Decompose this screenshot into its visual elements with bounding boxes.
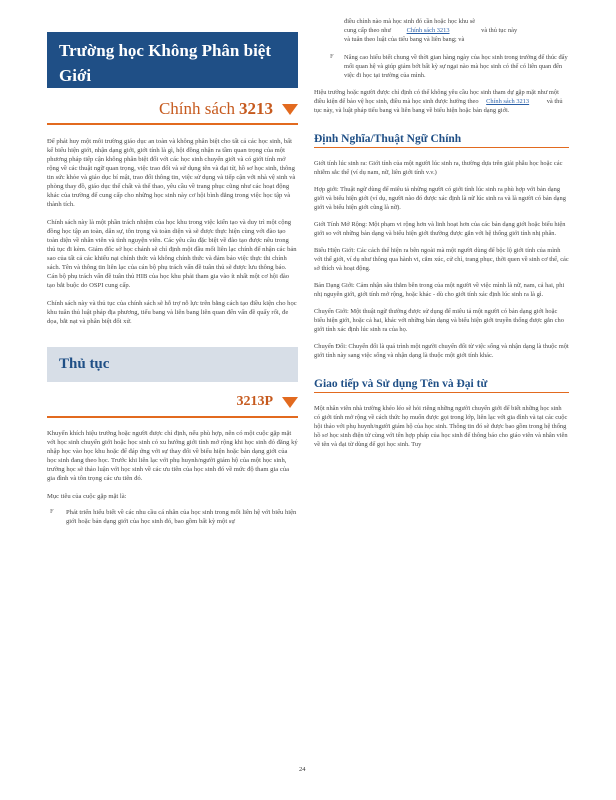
- procedure-code-line: [47, 391, 298, 413]
- orange-divider: [47, 123, 298, 125]
- procedure-code: 3213P: [236, 394, 273, 409]
- triangle-down-icon: [282, 397, 298, 408]
- title-line-1: Trường học Không Phân biệt Giới: [59, 41, 272, 85]
- policy-link[interactable]: Chính sách 3213: [486, 98, 530, 105]
- bullet-mark: F: [330, 53, 334, 60]
- cont-line-2-pre: cung cấp theo như: [344, 27, 391, 34]
- procedure-paragraph: Khuyến khích hiệu trưởng hoặc người được chỉ định, nếu phù hợp, nên có một cuộc gặp mặt với học sinh chuyển giới hoặc học sinh có xu hướng giới tính mở rộng khi học sinh đó đăng ký nhập học vào học khu hoặc để đáp ứng với sự thay đổi về biểu hiện hoặc bản dạng giới của học sinh đang theo học. Trước khi liên lạc với phụ huynh/người giám hộ của một học sinh, trường học sẽ thảo luận với học sinh về các ưu tiên của học sinh đó về mức độ tham gia của gia đình và tôn trọng các ưu tiên đó.: [47, 430, 298, 482]
- left-column: [47, 32, 298, 526]
- bullet-mark: F: [50, 508, 54, 515]
- procedures-heading-box: [47, 347, 298, 382]
- right-column: [314, 0, 569, 449]
- intro-paragraph-3: Chính sách này và thủ tục của chính sách sẽ hỗ trợ nỗ lực trên bằng cách tạo điều kiện cho học khu tuân thủ luật pháp địa phương, tiểu bang và liên bang liên quan đến vấn đề quấy rối, đe dọa, bắt nạt và phân biệt đối xử.: [47, 300, 297, 325]
- orange-divider: [47, 416, 298, 418]
- definition-item: Hợp giới: Thuật ngữ dùng để miêu tả những người có giới tính lúc sinh ra phù hợp với bản dạng giới và biểu hiện giới (ví dụ, người nào đó được xác định là nữ lúc sinh ra và là người có bản dạng giới và biểu hiện giới cũng là nữ).: [314, 186, 566, 211]
- definition-item: Chuyển Giới: Một thuật ngữ thường được sử dụng để miêu tả một người có bản dạng giới hoặc biểu hiện giới, hoặc cả hai, khác với những bản dạng và biểu hiện giới truyền thống được gắn cho giới tính xác định lúc sinh ra của họ.: [314, 308, 564, 333]
- continued-bullet: [314, 17, 569, 44]
- names-paragraph: Một nhân viên nhà trường khéo léo sẽ hỏi riêng những người chuyển giới để biết những học sinh có giới tính mở rộng về cách thức họ muốn được gọi trong lớp, liên lạc với gia đình và tại các cuộc hội thảo với phụ huynh/người giám hộ của học sinh. Thông tin đó sẽ được bao gồm trong hệ thống hồ sơ học sinh điện tử cùng với tên hợp pháp của học sinh để thông báo cho giáo viên và nhân viên về tên và đại từ dùng để gọi học sinh. Tuy: [314, 405, 568, 448]
- page-number: 24: [299, 766, 306, 773]
- bullet-text: Nâng cao hiểu biết chung về thời gian hàng ngày của học sinh trong trường để thúc đẩy mối quan hệ và giúp giảm bớt bất kỳ sự ngại nào mà học sinh có thể có liên quan đến việc đi học tại trường của mình.: [344, 54, 568, 79]
- goals-intro: Mục tiêu của cuộc gặp mặt là:: [47, 493, 127, 500]
- list-item: [314, 53, 569, 80]
- cont-line-2-post: và thủ tục này: [481, 27, 518, 34]
- procedures-heading: Thủ tục: [59, 356, 110, 372]
- names-pronouns-heading: Giao tiếp và Sử dụng Tên và Đại từ: [314, 378, 569, 393]
- definition-item: Biểu Hiện Giới: Các cách thể hiện ra bên ngoài mà một người dùng để bộc lộ giới tính của mình với thế giới, ví dụ như thông qua hành vi, cắm xúc, cử chỉ, trang phục, thời quen về sinh cơ thể, các sở thích và hoạt động.: [314, 247, 569, 272]
- meeting-paragraph-pre: Hiệu trưởng hoặc người được chỉ định có thể không yêu cầu học sinh tham dự gặp mặt như một điều kiện để bảo vệ học sinh, điều mà học sinh được hưởng theo: [314, 89, 559, 105]
- definition-item: Giới tính lúc sinh ra: Giới tính của một người lúc sinh ra, thường dựa trên giải phẫu học hoặc các nhiễm sắc thể (ví dụ nam, nữ, liên giới tính v.v.): [314, 160, 563, 176]
- cont-line-2: [344, 26, 569, 35]
- title-line-2: tính: [59, 91, 89, 110]
- meeting-paragraph: [314, 88, 569, 115]
- definition-item: Chuyển Đổi: Chuyển đổi là quá trình một người chuyển đổi từ việc sống và nhận dạng là thuộc một giới tính này sang việc sống và nhận dạng là thuộc một giới tính khác.: [314, 343, 569, 359]
- definition-item: Giới Tính Mở Rộng: Một phạm vi rộng hơn và linh hoạt hơn của các bản dạng giới hoặc biểu hiện giới so với những bản dạng và biểu hiện giới thường được gắn với hệ thống giới tính nhị phân.: [314, 221, 566, 237]
- policy-label: Chính sách: [158, 99, 235, 118]
- intro-paragraph-2: Chính sách này là một phần trách nhiệm của học khu trong việc kiến tạo và duy trì một cộng đồng học tập an toàn, dân sự, tôn trọng và toàn diện và sẽ được thực hiện cùng với đào tạo toàn diện về nhân viên và tình nguyện viên. Các yêu cầu đặc biệt về đào tạo được nêu trong thủ tục đi kèm. Giám đốc sở học chánh sẽ chỉ định một đầu mối liên lạc chính để nhận các bản sao của tất cả các khiếu nại chính thức và không chính thức và đảm bảo việc thực thi chính sách. Tên và thông tin liên lạc của cán bộ phụ trách vấn đề tuân thủ sẽ được lưu thông báo. Cán bộ phụ trách vấn đề tuân thủ HIB của học khu phải tham gia vào ít nhất một cơ hội đào tạo bắt buộc do OSPI cung cấp.: [47, 219, 297, 289]
- bullet-text: Phát triển hiểu biết về các nhu cầu cá nhân của học sinh trong mối liên hệ với biểu hiện giới hoặc bản dạng giới của học sinh đó, bao gồm bất kỳ một sự: [66, 509, 297, 525]
- definition-item: Bản Dạng Giới: Cảm nhận sâu thẳm bên trong của một người về việc mình là nữ, nam, cả hai, phi nhị nguyên giới, giới tính mở rộng, hoặc khác - dù cho giới tính xác định lúc sinh ra là gì.: [314, 282, 565, 298]
- list-item: [47, 508, 298, 526]
- cont-line-1: điều chỉnh nào mà học sinh đó cần hoặc học khu sẽ: [344, 18, 476, 25]
- intro-paragraph-1: Để phát huy một môi trường giáo dục an toàn và không phân biệt cho tất cả các học sinh, bất kể biểu hiện giới, nhận dạng giới, giới tính là gì, hội đồng nhận ra tầm quan trọng của một phương pháp tiếp cận không phân biệt đối với các học sinh chuyển giới và có giới tính mở rộng về các thuật ngữ quan trọng, việc trao đổi và sử dụng tên và đại từ, hồ sơ học sinh, thông tin sức khỏe và giáo dục bí mật, trao đổi thông tin, việc sử dụng và tiếp cận với nhà vệ sinh và phòng thay đồ, giáo dục thể chất và thể thao, yêu cầu về trang phục cũng như các hoạt động khác của trường để cung cấp cho những học sinh này cơ hội bình đẳng trong việc học tập và thành tích.: [47, 138, 296, 208]
- meeting-paragraph-post: và thủ tục này, và luật pháp tiểu bang và liên bang về biểu hiện hoặc bản dạng giới.: [314, 98, 563, 114]
- policy-number: 3213: [239, 99, 273, 118]
- cont-line-3: và tuân theo luật của tiểu bang và liên bang; và: [344, 36, 465, 43]
- definitions-heading: Định Nghĩa/Thuật Ngữ Chính: [314, 133, 569, 148]
- triangle-down-icon: [282, 104, 298, 115]
- policy-link[interactable]: Chính sách 3213: [406, 27, 450, 34]
